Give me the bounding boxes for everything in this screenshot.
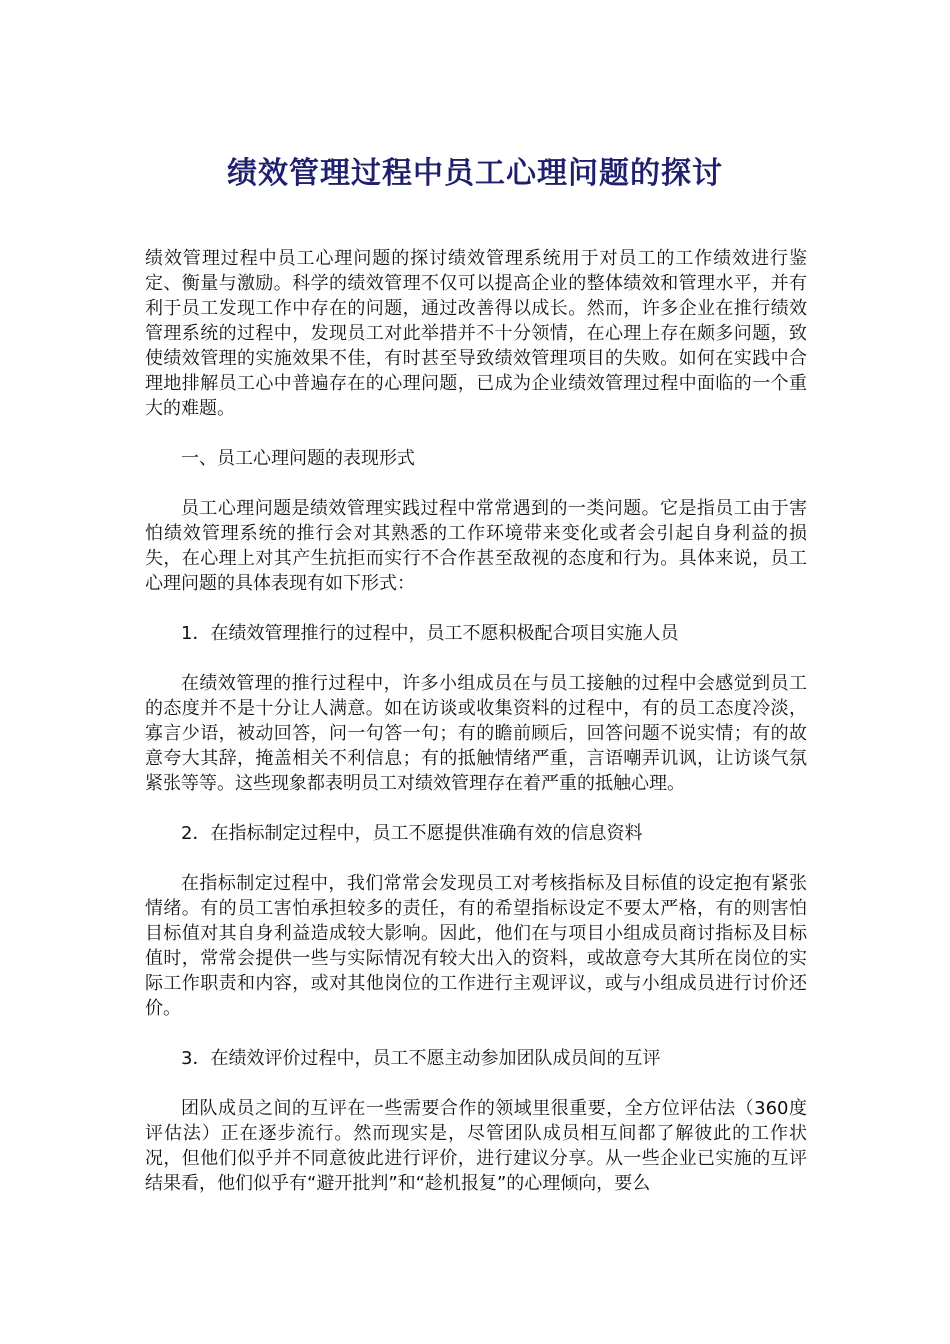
section-paragraph-1: 员工心理问题是绩效管理实践过程中常常遇到的一类问题。它是指员工由于害怕绩效管理系统的推行会对其熟悉的工作环境带来变化或者会引起自身利益的损失，在心理上对其产生抗拒而实行不合作甚至敌视的态度和行为。具体来说，员工心理问题的具体表现有如下形式：	[145, 498, 807, 594]
item-heading-1: 1．在绩效管理推行的过程中，员工不愿积极配合项目实施人员	[181, 623, 679, 644]
item-heading-3: 3．在绩效评价过程中，员工不愿主动参加团队成员间的互评	[181, 1048, 661, 1069]
item-paragraph-2: 在指标制定过程中，我们常常会发现员工对考核指标及目标值的设定抱有紧张情绪。有的员工害怕承担较多的责任，有的希望指标设定不要太严格，有的则害怕目标值对其自身利益造成较大影响。因此，他们在与项目小组成员商讨指标及目标值时，常常会提供一些与实际情况有较大出入的资料，或故意夸大其所在岗位的实际工作职责和内容，或对其他岗位的工作进行主观评议，或与小组成员进行讨价还价。	[145, 873, 807, 1019]
document-body	[145, 246, 807, 1196]
item-paragraph-1: 在绩效管理的推行过程中，许多小组成员在与员工接触的过程中会感觉到员工的态度并不是十分让人满意。如在访谈或收集资料的过程中，有的员工态度冷淡，寡言少语，被动回答，问一句答一句；有的瞻前顾后，回答问题不说实情；有的故意夸大其辞，掩盖相关不利信息；有的抵触情绪严重，言语嘲弄讥讽，让访谈气氛紧张等等。这些现象都表明员工对绩效管理存在着严重的抵触心理。	[145, 673, 807, 794]
document-title: 绩效管理过程中员工心理问题的探讨	[227, 156, 723, 191]
item-heading-2: 2．在指标制定过程中，员工不愿提供准确有效的信息资料	[181, 823, 643, 844]
item-paragraph-3: 团队成员之间的互评在一些需要合作的领域里很重要，全方位评估法（360度评估法）正在逐步流行。然而现实是，尽管团队成员相互间都了解彼此的工作状况，但他们似乎并不同意彼此进行评价，进行建议分享。从一些企业已实施的互评结果看，他们似乎有“避开批判”和“趁机报复”的心理倾向，要么	[145, 1098, 807, 1194]
section-heading-1: 一、员工心理问题的表现形式	[181, 448, 415, 469]
intro-paragraph: 绩效管理过程中员工心理问题的探讨绩效管理系统用于对员工的工作绩效进行鉴定、衡量与激励。科学的绩效管理不仅可以提高企业的整体绩效和管理水平，并有利于员工发现工作中存在的问题，通过改善得以成长。然而，许多企业在推行绩效管理系统的过程中，发现员工对此举措并不十分领情，在心理上存在颇多问题，致使绩效管理的实施效果不佳，有时甚至导致绩效管理项目的失败。如何在实践中合理地排解员工心中普遍存在的心理问题，已成为企业绩效管理过程中面临的一个重大的难题。	[145, 248, 807, 419]
